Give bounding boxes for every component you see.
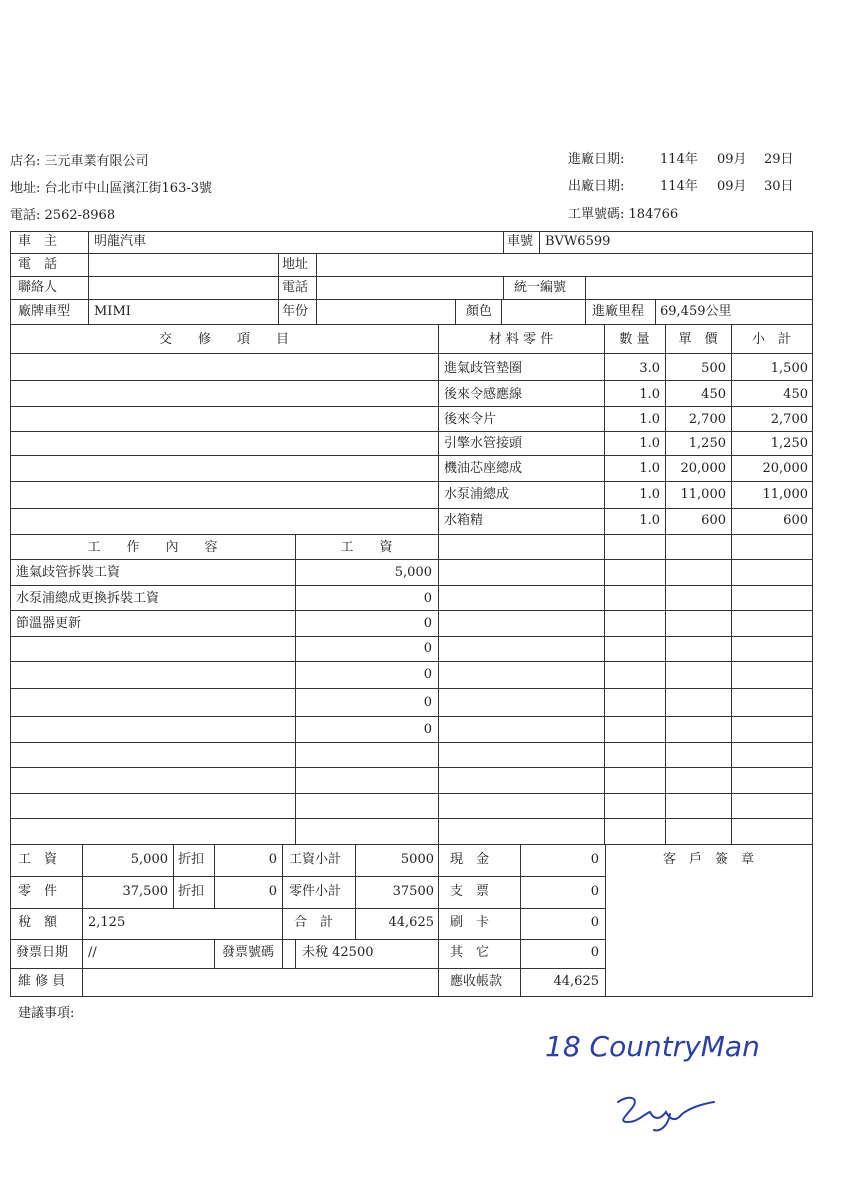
receivable-value: 44,625	[553, 974, 599, 989]
cash-value: 0	[590, 852, 599, 867]
in-day: 29日	[764, 152, 794, 167]
part-qty: 1.0	[639, 412, 660, 427]
parts-subtotal-value: 37500	[392, 884, 434, 899]
phone2-label: 電話	[282, 280, 309, 295]
shop-name: 店名: 三元車業有限公司	[10, 154, 149, 169]
tax-label: 稅 額	[18, 915, 58, 930]
wage-discount-label: 折扣	[178, 852, 205, 867]
check-value: 0	[590, 884, 599, 899]
part-name: 引擎水管接頭	[444, 436, 523, 451]
in-year: 114年	[660, 152, 698, 167]
part-price: 600	[701, 513, 726, 528]
customer-signature-label: 客 戶 簽 章	[662, 852, 754, 867]
owner-label: 車 主	[18, 234, 58, 249]
card-value: 0	[590, 915, 599, 930]
part-name: 進氣歧管墊圈	[444, 361, 523, 376]
year-label: 年份	[282, 304, 309, 319]
tax-id-label: 統一編號	[514, 280, 567, 295]
color-label: 顏色	[466, 304, 493, 319]
parts-header: 材 料 零 件	[488, 332, 554, 347]
work-wage: 0	[423, 641, 432, 656]
parts-discount-label: 折扣	[178, 884, 205, 899]
part-price: 20,000	[680, 461, 726, 476]
part-name: 水泵浦總成	[444, 487, 510, 502]
qty-header: 數 量	[619, 332, 650, 347]
part-name: 機油芯座總成	[444, 461, 523, 476]
out-year: 114年	[660, 179, 698, 194]
part-qty: 1.0	[639, 387, 660, 402]
handwritten-signature	[610, 1090, 720, 1135]
part-subtotal: 20,000	[762, 461, 808, 476]
part-subtotal: 600	[783, 513, 808, 528]
untaxed-amount: 未稅 42500	[302, 945, 374, 960]
handwritten-note: 18 CountryMan	[545, 1030, 760, 1063]
work-wage: 5,000	[394, 565, 432, 580]
wage-subtotal-value: 5000	[400, 852, 434, 867]
mileage-label: 進廠里程	[592, 304, 645, 319]
work-wage: 0	[423, 667, 432, 682]
owner-value: 明龍汽車	[94, 234, 147, 249]
work-desc: 節溫器更新	[16, 616, 82, 631]
work-wage: 0	[423, 616, 432, 631]
wage-subtotal-label: 工資小計	[289, 852, 342, 867]
tax-value: 2,125	[88, 915, 126, 930]
parts-value: 37,500	[122, 884, 168, 899]
model-value: MIMI	[94, 304, 131, 319]
plate-label: 車號	[507, 234, 534, 249]
part-subtotal: 11,000	[762, 487, 808, 502]
order-number: 工單號碼: 184766	[568, 207, 679, 222]
invoice-date-value: //	[88, 945, 97, 960]
work-wage: 0	[423, 695, 432, 710]
part-qty: 1.0	[639, 461, 660, 476]
address-label: 地址	[282, 257, 309, 272]
part-subtotal: 1,250	[770, 436, 808, 451]
part-price: 11,000	[680, 487, 726, 502]
part-price: 1,250	[688, 436, 726, 451]
other-value: 0	[590, 945, 599, 960]
out-month: 09月	[717, 179, 747, 194]
wage-header: 工 資	[340, 540, 393, 555]
parts-label: 零 件	[18, 884, 58, 899]
part-subtotal: 2,700	[770, 412, 808, 427]
in-month: 09月	[717, 152, 747, 167]
parts-discount-value: 0	[268, 884, 277, 899]
phone-label: 電 話	[18, 257, 58, 272]
part-name: 水箱精	[444, 513, 484, 528]
total-value: 44,625	[388, 915, 434, 930]
in-date-label: 進廠日期:	[568, 152, 625, 167]
part-subtotal: 1,500	[770, 361, 808, 376]
suggestions-label: 建議事項:	[18, 1006, 75, 1021]
part-qty: 1.0	[639, 487, 660, 502]
part-price: 500	[701, 361, 726, 376]
card-label: 刷 卡	[450, 915, 490, 930]
part-name: 後來令感應線	[444, 387, 523, 402]
part-price: 2,700	[688, 412, 726, 427]
invoice-number-label: 發票號碼	[222, 945, 275, 960]
part-qty: 1.0	[639, 436, 660, 451]
invoice-date-label: 發票日期	[16, 945, 69, 960]
plate-value: BVW6599	[545, 234, 611, 249]
part-name: 後來令片	[444, 412, 497, 427]
wage-value: 5,000	[130, 852, 168, 867]
wage-discount-value: 0	[268, 852, 277, 867]
work-wage: 0	[423, 591, 432, 606]
work-header: 工 作 內 容	[87, 540, 218, 555]
work-desc: 水泵浦總成更換拆裝工資	[16, 591, 160, 606]
work-desc: 進氣歧管拆裝工資	[16, 565, 121, 580]
out-day: 30日	[764, 179, 794, 194]
part-price: 450	[701, 387, 726, 402]
mileage-value: 69,459公里	[660, 304, 732, 319]
out-date-label: 出廠日期:	[568, 179, 625, 194]
mechanic-label: 維 修 員	[18, 974, 66, 989]
contact-label: 聯絡人	[18, 280, 58, 295]
part-subtotal: 450	[783, 387, 808, 402]
receivable-label: 應收帳款	[450, 974, 503, 989]
subtotal-header: 小 計	[751, 332, 791, 347]
work-wage: 0	[423, 722, 432, 737]
check-label: 支 票	[450, 884, 490, 899]
price-header: 單 價	[678, 332, 718, 347]
wage-label: 工 資	[18, 852, 58, 867]
other-label: 其 它	[450, 945, 490, 960]
cash-label: 現 金	[450, 852, 490, 867]
part-qty: 3.0	[639, 361, 660, 376]
model-label: 廠牌車型	[18, 304, 71, 319]
part-qty: 1.0	[639, 513, 660, 528]
shop-address: 地址: 台北市中山區濱江街163-3號	[10, 181, 213, 196]
repair-items-header: 交 修 項 目	[158, 332, 289, 347]
shop-phone: 電話: 2562-8968	[10, 208, 116, 223]
total-label: 合 計	[294, 915, 334, 930]
parts-subtotal-label: 零件小計	[289, 884, 342, 899]
